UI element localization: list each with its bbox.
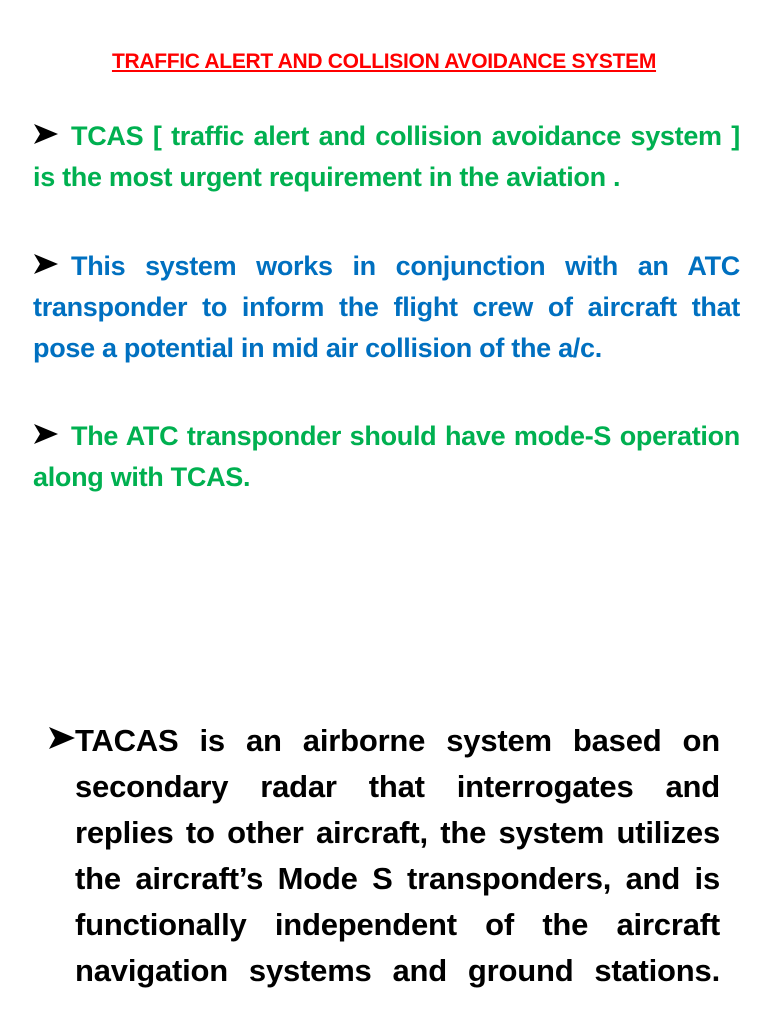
arrow-bullet-icon — [33, 416, 61, 457]
bullet-text-3: The ATC transponder should have mode-S operation along with TCAS. — [33, 421, 740, 492]
bullet-text-2: This system works in conjunction with an ATC transponder to inform the flight crew of aircraft that pose a potential in mid air collision of the a/c. — [33, 251, 740, 363]
arrow-bullet-icon — [33, 116, 61, 157]
airborne-system-text: TACAS is an airborne system based on secondary radar that interrogates and replies to other aircraft, the system utilizes the aircraft’s Mode S transponders, and is functionally independent of the aircraft navigation systems and ground stations. — [75, 723, 720, 988]
page-title: TRAFFIC ALERT AND COLLISION AVOIDANCE SYSTEM — [111, 50, 657, 73]
arrow-bullet-icon — [33, 246, 61, 287]
bullet-text-1: TCAS [ traffic alert and collision avoidance system ] is the most urgent requirement in the aviation . — [33, 121, 740, 192]
airborne-system-paragraph — [48, 718, 720, 994]
bullet-item-3 — [33, 416, 740, 498]
bullet-item-1 — [33, 116, 740, 198]
arrow-bullet-icon — [48, 718, 76, 771]
bullet-item-2 — [33, 246, 740, 369]
